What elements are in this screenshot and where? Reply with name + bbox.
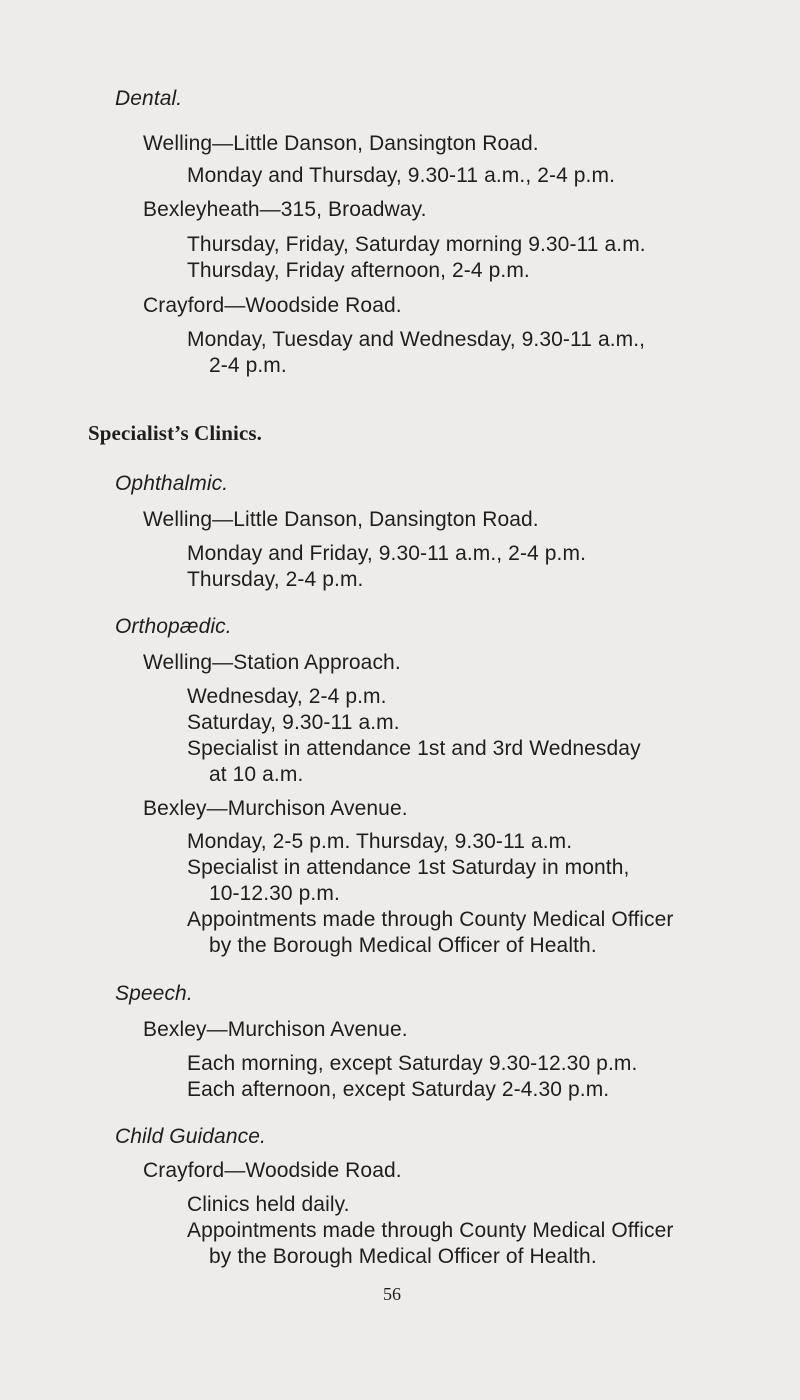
dental-crayford-location: Crayford—Woodside Road. bbox=[143, 294, 402, 317]
child-guidance-note: Clinics held daily. bbox=[187, 1193, 350, 1216]
child-guidance-appointments-1: Appointments made through County Medical Officer bbox=[187, 1219, 674, 1242]
dental-crayford-hours-1: Monday, Tuesday and Wednesday, 9.30-11 a.m., bbox=[187, 328, 646, 351]
orthopaedic-bexley-appointments-1: Appointments made through County Medical Officer bbox=[187, 908, 674, 931]
orthopaedic-welling-specialist-2: at 10 a.m. bbox=[209, 763, 304, 786]
orthopaedic-welling-location: Welling—Station Approach. bbox=[143, 651, 401, 674]
section-heading-specialists: Specialist’s Clinics. bbox=[88, 421, 262, 445]
dental-welling-hours: Monday and Thursday, 9.30-11 a.m., 2-4 p.m. bbox=[187, 164, 616, 187]
orthopaedic-bexley-specialist-1: Specialist in attendance 1st Saturday in month, bbox=[187, 856, 630, 879]
orthopaedic-welling-hours-2: Saturday, 9.30-11 a.m. bbox=[187, 711, 400, 734]
ophthalmic-heading: Ophthalmic. bbox=[115, 472, 229, 495]
dental-bexleyheath-location: Bexleyheath—315, Broadway. bbox=[143, 198, 427, 221]
orthopaedic-bexley-appointments-2: by the Borough Medical Officer of Health. bbox=[209, 934, 597, 957]
page-number: 56 bbox=[383, 1284, 401, 1304]
child-guidance-appointments-2: by the Borough Medical Officer of Health. bbox=[209, 1245, 597, 1268]
speech-location: Bexley—Murchison Avenue. bbox=[143, 1018, 408, 1041]
speech-hours-1: Each morning, except Saturday 9.30-12.30 p.m. bbox=[187, 1052, 638, 1075]
speech-heading: Speech. bbox=[115, 982, 193, 1005]
child-guidance-location: Crayford—Woodside Road. bbox=[143, 1159, 402, 1182]
orthopaedic-bexley-specialist-2: 10-12.30 p.m. bbox=[209, 882, 340, 905]
dental-heading: Dental. bbox=[115, 87, 183, 110]
orthopaedic-bexley-location: Bexley—Murchison Avenue. bbox=[143, 797, 408, 820]
dental-crayford-hours-2: 2-4 p.m. bbox=[209, 354, 287, 377]
orthopaedic-welling-hours-1: Wednesday, 2-4 p.m. bbox=[187, 685, 387, 708]
orthopaedic-welling-specialist-1: Specialist in attendance 1st and 3rd Wednesday bbox=[187, 737, 641, 760]
orthopaedic-heading: Orthopædic. bbox=[115, 615, 232, 638]
dental-bexleyheath-hours-1: Thursday, Friday, Saturday morning 9.30-11 a.m. bbox=[187, 233, 646, 256]
dental-welling-location: Welling—Little Danson, Dansington Road. bbox=[143, 132, 539, 155]
orthopaedic-bexley-hours: Monday, 2-5 p.m. Thursday, 9.30-11 a.m. bbox=[187, 830, 573, 853]
ophthalmic-location: Welling—Little Danson, Dansington Road. bbox=[143, 508, 539, 531]
child-guidance-heading: Child Guidance. bbox=[115, 1125, 266, 1148]
ophthalmic-hours-2: Thursday, 2-4 p.m. bbox=[187, 568, 364, 591]
speech-hours-2: Each afternoon, except Saturday 2-4.30 p.m. bbox=[187, 1078, 610, 1101]
dental-bexleyheath-hours-2: Thursday, Friday afternoon, 2-4 p.m. bbox=[187, 259, 530, 282]
ophthalmic-hours-1: Monday and Friday, 9.30-11 a.m., 2-4 p.m. bbox=[187, 542, 587, 565]
